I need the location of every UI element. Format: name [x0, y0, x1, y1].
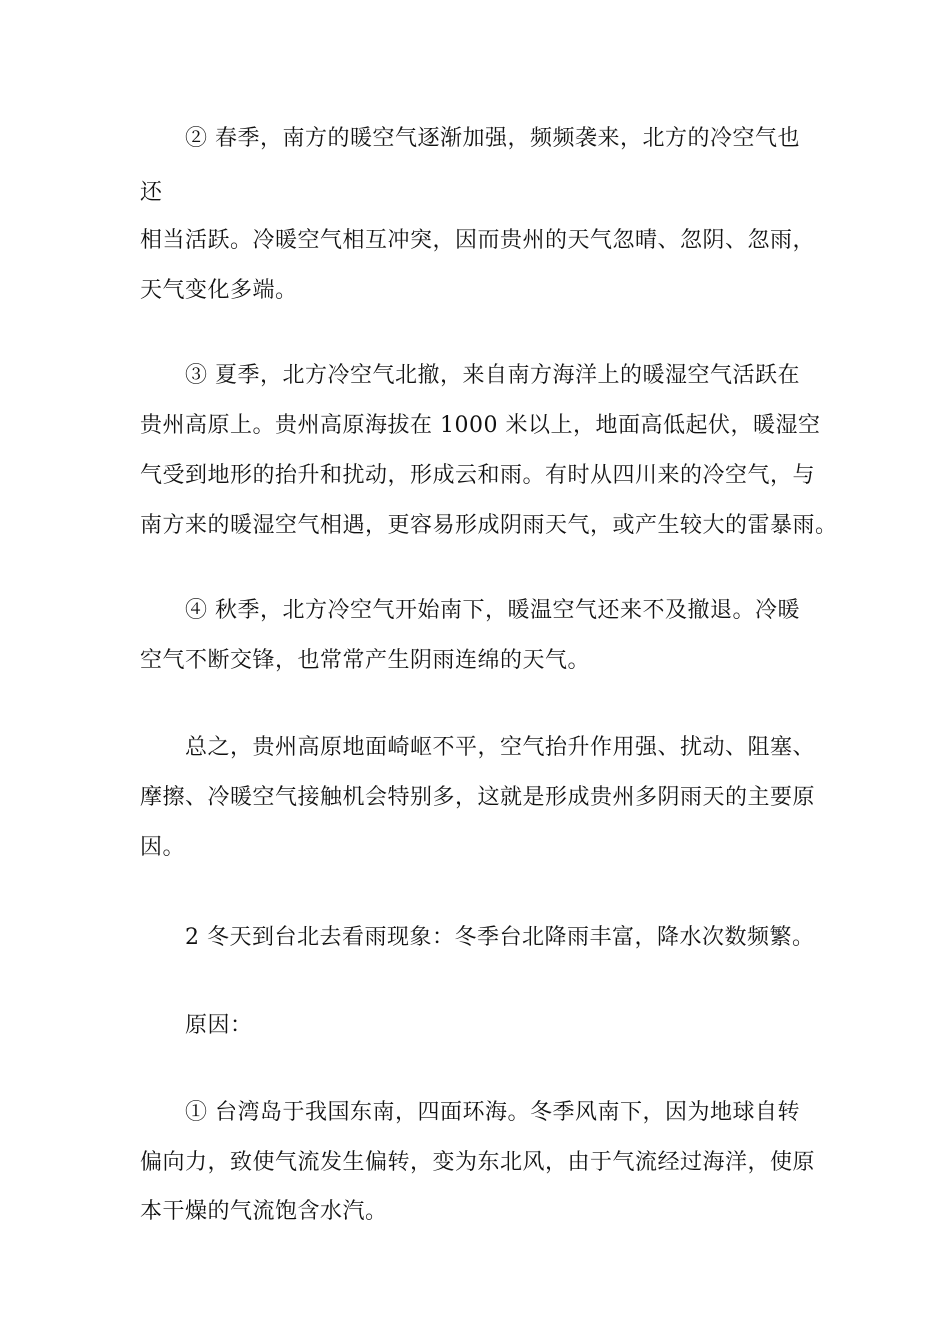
text-line: ① 台湾岛于我国东南，四面环海。冬季风南下，因为地球自转 — [185, 1100, 800, 1125]
text-line: 原因： — [185, 1013, 253, 1038]
text-line: 本干燥的气流饱含水汽。 — [140, 1199, 388, 1224]
text-line: 南方来的暖湿空气相遇，更容易形成阴雨天气，或产生较大的雷暴雨。 — [140, 513, 838, 538]
text-line: ④ 秋季，北方冷空气开始南下，暖温空气还来不及撤退。冷暖 — [185, 598, 800, 623]
text-line: 还 — [140, 180, 163, 205]
text-line: 相当活跃。冷暖空气相互冲突，因而贵州的天气忽晴、忽阴、忽雨， — [140, 228, 816, 253]
text-line: 偏向力，致使气流发生偏转，变为东北风，由于气流经过海洋，使原 — [140, 1150, 816, 1175]
text-line: 因。 — [140, 835, 186, 860]
text-line: ③ 夏季，北方冷空气北撤，来自南方海洋上的暖湿空气活跃在 — [185, 363, 800, 388]
text-line: 摩擦、冷暖空气接触机会特别多，这就是形成贵州多阴雨天的主要原 — [140, 785, 816, 810]
text-line: 贵州高原上。贵州高原海拔在 1000 米以上，地面高低起伏，暖湿空 — [140, 413, 821, 438]
text-line: 2 冬天到台北去看雨现象：冬季台北降雨丰富，降水次数频繁。 — [185, 925, 815, 950]
text-line: 天气变化多端。 — [140, 278, 298, 303]
text-line: 气受到地形的抬升和扰动，形成云和雨。有时从四川来的冷空气，与 — [140, 463, 816, 488]
text-line: ② 春季，南方的暖空气逐渐加强，频频袭来，北方的冷空气也 — [185, 126, 800, 151]
text-line: 总之，贵州高原地面崎岖不平，空气抬升作用强、扰动、阻塞、 — [185, 735, 816, 760]
text-line: 空气不断交锋，也常常产生阴雨连绵的天气。 — [140, 648, 591, 673]
